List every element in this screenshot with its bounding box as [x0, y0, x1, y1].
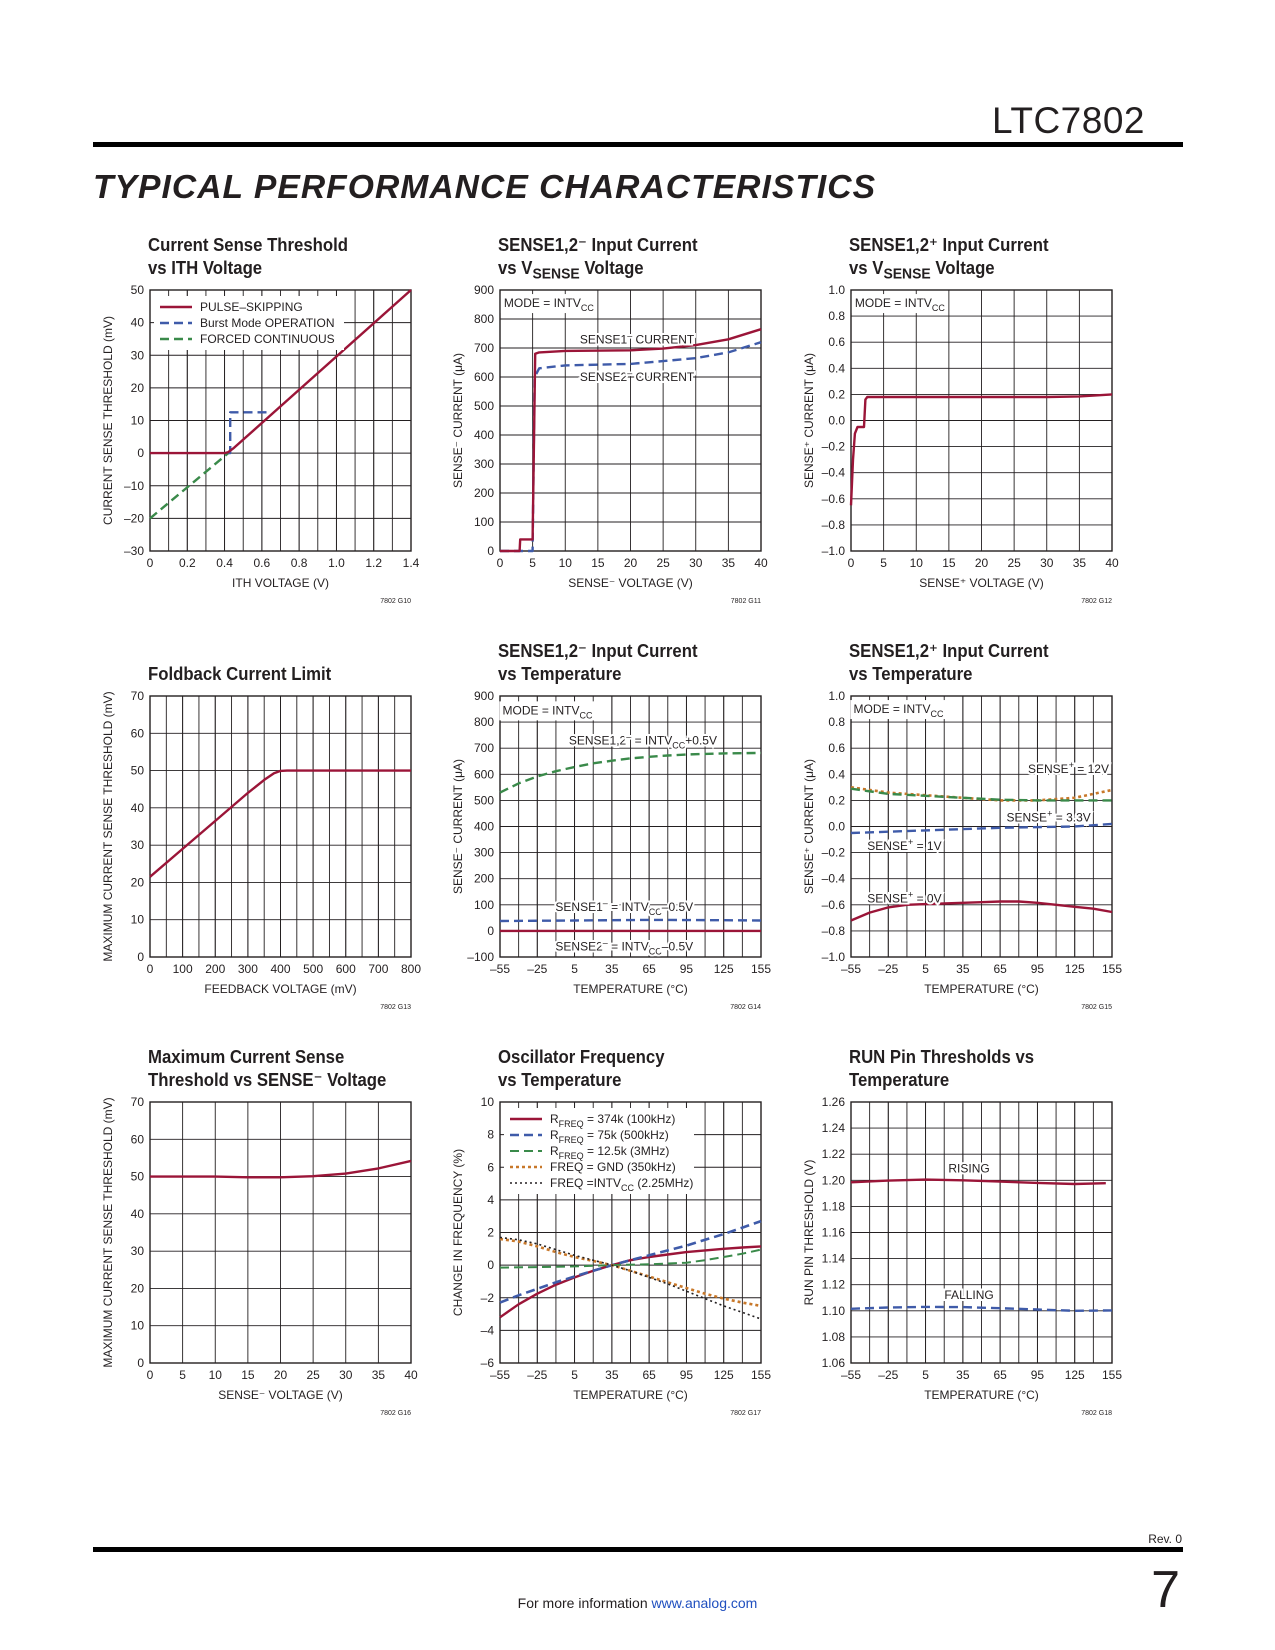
- chart-sense-plus-input-current-vs-vsense: [787, 234, 1187, 634]
- y-tick-label: 900: [473, 283, 494, 297]
- figure-ref: 7802 G17: [730, 1410, 761, 1417]
- chart-svg: [86, 1046, 486, 1446]
- grid: [150, 1102, 411, 1363]
- y-tick-label: –0.2: [821, 845, 845, 860]
- x-tick-label: 5: [922, 1368, 929, 1382]
- x-tick-label: 0.8: [290, 556, 308, 570]
- footer-link[interactable]: www.analog.com: [651, 1595, 758, 1611]
- figure-ref: 7802 G16: [380, 1410, 411, 1417]
- chart-svg: [787, 1046, 1187, 1446]
- x-tick-label: 20: [273, 1368, 288, 1382]
- annotation-label: FALLING: [944, 1288, 994, 1303]
- x-tick-label: 300: [237, 962, 258, 976]
- x-tick-label: 65: [993, 962, 1007, 976]
- chart-title-line: Foldback Current Limit: [148, 664, 332, 684]
- y-tick-label: 0.4: [828, 361, 845, 376]
- y-tick-label: –0.8: [821, 923, 845, 938]
- y-tick-label: –4: [480, 1323, 494, 1338]
- annotation-label: SENSE2– = $INTV_{CC}-0.5V$: [555, 937, 694, 957]
- x-axis-label: FEEDBACK VOLTAGE (mV): [204, 982, 357, 996]
- y-tick-label: 400: [473, 819, 494, 834]
- x-tick-label: 1.4: [402, 556, 420, 570]
- x-tick-label: 500: [303, 962, 324, 976]
- y-axis-label: CURRENT SENSE THRESHOLD (mV): [101, 316, 115, 525]
- x-tick-label: 5: [529, 556, 536, 570]
- y-tick-label: 2: [487, 1225, 494, 1240]
- page-number: 7: [1151, 1561, 1180, 1619]
- figure-ref: 7802 G18: [1081, 1410, 1112, 1417]
- y-axis-label: SENSE⁺ CURRENT (μA): [802, 352, 816, 489]
- y-axis-label: SENSE⁻ CURRENT (μA): [451, 352, 465, 489]
- x-tick-label: 0.4: [216, 556, 233, 570]
- y-axis-label: RUN PIN THRESHOLD (V): [802, 1159, 816, 1306]
- x-tick-label: 40: [754, 556, 768, 570]
- x-tick-label: 40: [404, 1368, 418, 1382]
- y-tick-label: 1.14: [821, 1251, 845, 1266]
- x-tick-label: 155: [750, 962, 772, 976]
- y-tick-label: –0.4: [821, 465, 845, 480]
- y-tick-label: 1.20: [821, 1173, 845, 1188]
- legend: [504, 1108, 694, 1194]
- y-tick-label: 0: [487, 544, 494, 558]
- y-tick-label: 800: [473, 312, 494, 326]
- x-tick-label: 5: [571, 1368, 578, 1382]
- legend-label: $R_{FREQ} = 12.5k$ (3MHz): [550, 1144, 670, 1161]
- annotation-label: SENSE+ = 0V: [867, 889, 942, 906]
- y-tick-label: 0.8: [828, 715, 845, 730]
- x-tick-label: 10: [558, 556, 572, 570]
- x-tick-label: 15: [942, 556, 956, 570]
- x-tick-label: –25: [527, 962, 548, 976]
- x-tick-label: 35: [956, 1368, 970, 1382]
- y-tick-label: 0.0: [828, 413, 845, 428]
- y-tick-label: 30: [130, 348, 144, 363]
- x-tick-label: –55: [489, 1368, 511, 1382]
- x-tick-label: 30: [1040, 556, 1054, 570]
- y-tick-label: 20: [130, 1281, 144, 1296]
- x-tick-label: 0: [146, 556, 154, 570]
- y-tick-label: 1.16: [821, 1225, 845, 1240]
- legend-label: $R_{FREQ} = 75k$ (500kHz): [550, 1128, 669, 1145]
- y-axis-label: SENSE⁺ CURRENT (μA): [802, 758, 816, 895]
- x-tick-label: 35: [371, 1368, 386, 1382]
- chart-svg: [436, 640, 836, 1040]
- x-tick-label: 0: [146, 1368, 154, 1382]
- y-tick-label: 1.18: [821, 1199, 845, 1214]
- y-tick-label: 1.08: [821, 1329, 845, 1344]
- x-tick-label: 0: [496, 556, 504, 570]
- x-tick-label: 155: [1101, 1368, 1123, 1382]
- revision-label: Rev. 0: [1148, 1532, 1182, 1546]
- x-tick-label: 600: [335, 962, 356, 976]
- chart-title-line: SENSE1,2⁺ Input Current: [849, 235, 1049, 255]
- grid: [500, 290, 761, 551]
- y-tick-label: 0.2: [828, 387, 845, 402]
- annotation-label: SENSE+ = 3.3V: [1006, 808, 1091, 825]
- x-tick-label: 0.2: [178, 556, 196, 570]
- x-tick-label: 5: [571, 962, 578, 976]
- x-tick-label: 30: [339, 1368, 353, 1382]
- y-tick-label: 0.6: [828, 335, 845, 350]
- chart-sense-minus-input-current-vs-vsense: [436, 234, 836, 634]
- y-tick-label: 0.4: [828, 767, 845, 782]
- y-tick-label: 0: [137, 446, 144, 461]
- y-tick-label: 800: [473, 715, 494, 730]
- figure-ref: 7802 G14: [730, 1004, 761, 1011]
- chart-current-sense-threshold: [86, 234, 486, 634]
- legend-label: FORCED CONTINUOUS: [200, 332, 335, 346]
- y-tick-label: –100: [467, 950, 494, 964]
- grid: [851, 1102, 1112, 1363]
- x-tick-label: 0: [847, 556, 855, 570]
- x-tick-label: 15: [241, 1368, 255, 1382]
- chart-title-line: SENSE1,2⁻ Input Current: [498, 235, 698, 255]
- y-tick-label: 600: [473, 767, 494, 782]
- y-tick-label: 500: [473, 399, 494, 413]
- y-tick-label: 1.22: [821, 1147, 845, 1162]
- x-tick-label: 5: [179, 1368, 186, 1382]
- x-axis-label: SENSE⁺ VOLTAGE (V): [919, 576, 1044, 590]
- x-tick-label: 0.6: [253, 556, 271, 570]
- footer-rule: [93, 1547, 1183, 1552]
- x-tick-label: 25: [1007, 556, 1021, 570]
- x-tick-label: 35: [605, 1368, 619, 1382]
- series-line-sense1-intvcc-0-5v: [500, 920, 761, 921]
- legend-label: $R_{FREQ} = 374k$ (100kHz): [550, 1112, 676, 1129]
- x-tick-label: 20: [623, 556, 638, 570]
- footer-info: [0, 1595, 1275, 1611]
- y-tick-label: –6: [480, 1356, 494, 1370]
- chart-svg: [436, 234, 836, 634]
- x-tick-label: –25: [527, 1368, 548, 1382]
- y-tick-label: 0: [137, 950, 144, 964]
- x-tick-label: 35: [721, 556, 736, 570]
- y-tick-label: 50: [130, 283, 144, 297]
- chart-svg: [86, 234, 486, 634]
- figure-ref: 7802 G13: [380, 1004, 411, 1011]
- legend-label: Burst Mode OPERATION: [200, 316, 335, 330]
- x-axis-label: SENSE⁻ VOLTAGE (V): [568, 576, 693, 590]
- y-tick-label: 20: [130, 875, 144, 890]
- x-tick-label: 95: [1030, 1368, 1045, 1382]
- x-tick-label: 5: [880, 556, 887, 570]
- x-tick-label: 125: [713, 962, 734, 976]
- chart-title-line: Threshold vs SENSE⁻ Voltage: [148, 1070, 387, 1090]
- y-tick-label: 0.6: [828, 741, 845, 756]
- annotation-label: MODE = $INTV_{CC}$: [853, 702, 944, 720]
- chart-title-line: vs $V_{SENSE}$ Voltage: [498, 258, 644, 283]
- y-axis-label: CHANGE IN FREQUENCY (%): [451, 1148, 465, 1317]
- x-axis-label: SENSE⁻ VOLTAGE (V): [218, 1388, 343, 1402]
- y-tick-label: –0.6: [821, 491, 845, 506]
- x-axis-label: TEMPERATURE (°C): [924, 1388, 1039, 1402]
- y-tick-label: 400: [473, 428, 494, 442]
- y-tick-label: 0.8: [828, 309, 845, 324]
- y-tick-label: 40: [130, 1206, 144, 1221]
- legend-label: FREQ $=INTV_{CC}$ (2.25MHz): [550, 1176, 694, 1193]
- y-tick-label: 300: [473, 457, 494, 471]
- grid: [150, 696, 411, 957]
- y-tick-label: –0.8: [821, 517, 845, 532]
- y-tick-label: 30: [130, 1244, 144, 1259]
- figure-ref: 7802 G11: [730, 598, 761, 605]
- y-tick-label: 4: [487, 1192, 494, 1207]
- chart-title-line: Temperature: [849, 1070, 950, 1090]
- x-tick-label: 155: [1101, 962, 1123, 976]
- y-tick-label: 50: [130, 763, 144, 778]
- y-tick-label: 1.0: [828, 283, 845, 297]
- y-tick-label: 70: [130, 689, 144, 703]
- y-tick-label: –0.6: [821, 897, 845, 912]
- y-tick-label: 30: [130, 838, 144, 853]
- chart-title-line: SENSE1,2⁻ Input Current: [498, 641, 698, 661]
- annotation-label: SENSE2– CURRENT: [579, 368, 695, 384]
- y-tick-label: 700: [473, 341, 494, 355]
- chart-oscillator-frequency-vs-temp: [436, 1046, 836, 1446]
- chart-title-line: vs Temperature: [498, 664, 622, 684]
- y-tick-label: 0: [487, 923, 494, 938]
- y-tick-label: 10: [480, 1095, 494, 1109]
- y-tick-label: 60: [130, 1132, 144, 1147]
- y-tick-label: 1.06: [821, 1356, 845, 1370]
- part-number: LTC7802: [992, 100, 1145, 141]
- x-tick-label: 1.2: [365, 556, 383, 570]
- chart-title-line: vs ITH Voltage: [148, 258, 263, 278]
- y-tick-label: 0: [487, 1258, 494, 1273]
- y-tick-label: –1.0: [821, 950, 845, 964]
- y-tick-label: –2: [480, 1290, 494, 1305]
- y-tick-label: 0: [137, 1356, 144, 1370]
- x-tick-label: 35: [956, 962, 970, 976]
- x-tick-label: 125: [713, 1368, 734, 1382]
- y-axis-label: MAXIMUM CURRENT SENSE THRESHOLD (mV): [101, 691, 115, 962]
- x-tick-label: 35: [1072, 556, 1087, 570]
- chart-title-line: vs $V_{SENSE}$ Voltage: [849, 258, 995, 283]
- annotation-label: SENSE1– = $INTV_{CC}-0.5V$: [555, 897, 694, 917]
- x-tick-label: 155: [750, 1368, 772, 1382]
- chart-foldback-current-limit: [86, 640, 486, 1040]
- y-tick-label: –1.0: [821, 544, 845, 558]
- y-tick-label: 0.2: [828, 793, 845, 808]
- figure-ref: 7802 G12: [1081, 598, 1112, 605]
- x-tick-label: –55: [840, 1368, 862, 1382]
- x-tick-label: 15: [591, 556, 605, 570]
- x-tick-label: 40: [1105, 556, 1119, 570]
- y-tick-label: 60: [130, 726, 144, 741]
- footer-info-text: For more information: [517, 1595, 648, 1611]
- chart-title-line: SENSE1,2⁺ Input Current: [849, 641, 1049, 661]
- x-axis-label: TEMPERATURE (°C): [573, 982, 688, 996]
- legend: [154, 296, 344, 350]
- x-tick-label: 200: [205, 962, 226, 976]
- annotation-label: SENSE+ = 12V: [1028, 760, 1109, 777]
- chart-sense-plus-input-current-vs-temp: [787, 640, 1187, 1040]
- y-tick-label: 20: [130, 380, 144, 395]
- x-tick-label: 10: [909, 556, 923, 570]
- annotation-label: RISING: [948, 1161, 990, 1176]
- y-tick-label: 10: [130, 1318, 144, 1333]
- y-tick-label: 200: [473, 486, 494, 500]
- x-tick-label: 25: [656, 556, 670, 570]
- figure-ref: 7802 G10: [380, 598, 411, 605]
- y-tick-label: 1.12: [821, 1277, 845, 1292]
- annotation-label: MODE = $INTV_{CC}$: [854, 296, 945, 314]
- x-tick-label: 1.0: [328, 556, 345, 570]
- y-tick-label: 900: [473, 689, 494, 703]
- y-tick-label: 1.10: [821, 1303, 845, 1318]
- y-tick-label: 200: [473, 871, 494, 886]
- y-tick-label: 600: [473, 370, 494, 384]
- y-tick-label: 10: [130, 912, 144, 927]
- x-axis-label: TEMPERATURE (°C): [573, 1388, 688, 1402]
- x-tick-label: 700: [368, 962, 389, 976]
- chart-title-line: Oscillator Frequency: [498, 1047, 665, 1067]
- y-tick-label: 0.0: [828, 819, 845, 834]
- x-tick-label: 65: [642, 962, 656, 976]
- y-tick-label: 8: [487, 1127, 494, 1142]
- chart-sense-minus-input-current-vs-temp: [436, 640, 836, 1040]
- y-tick-label: 1.0: [828, 689, 845, 703]
- x-tick-label: 25: [306, 1368, 320, 1382]
- y-tick-label: 40: [130, 800, 144, 815]
- y-tick-label: –30: [123, 544, 144, 558]
- y-tick-label: –0.4: [821, 871, 845, 886]
- y-axis-label: MAXIMUM CURRENT SENSE THRESHOLD (mV): [101, 1097, 115, 1368]
- legend-label: FREQ = GND (350kHz): [550, 1160, 676, 1174]
- x-axis-label: ITH VOLTAGE (V): [232, 576, 329, 590]
- annotation-label: SENSE1,2– = $INTV_{CC}+0.5V$: [568, 731, 717, 751]
- y-tick-label: 6: [487, 1160, 494, 1175]
- legend-label: PULSE–SKIPPING: [200, 300, 303, 314]
- y-tick-label: 700: [473, 741, 494, 756]
- chart-svg: [787, 234, 1187, 634]
- x-tick-label: –55: [840, 962, 862, 976]
- grid: [851, 290, 1112, 551]
- chart-svg: [787, 640, 1187, 1040]
- header-rule: [93, 142, 1183, 147]
- chart-run-pin-thresholds-vs-temp: [787, 1046, 1187, 1446]
- x-tick-label: 125: [1064, 1368, 1085, 1382]
- x-tick-label: –55: [489, 962, 511, 976]
- y-tick-label: –10: [123, 478, 144, 493]
- x-tick-label: 5: [922, 962, 929, 976]
- y-tick-label: 500: [473, 793, 494, 808]
- x-tick-label: –25: [878, 1368, 899, 1382]
- x-tick-label: 125: [1064, 962, 1085, 976]
- chart-title-line: Maximum Current Sense: [148, 1047, 345, 1067]
- annotation-label: SENSE+ = 1V: [867, 837, 942, 854]
- chart-svg: [436, 1046, 836, 1446]
- annotation-label: MODE = $INTV_{CC}$: [502, 703, 593, 721]
- section-title: TYPICAL PERFORMANCE CHARACTERISTICS: [93, 168, 877, 205]
- figure-ref: 7802 G15: [1081, 1004, 1112, 1011]
- y-tick-label: –0.2: [821, 439, 845, 454]
- y-tick-label: 100: [473, 515, 494, 529]
- x-tick-label: 400: [270, 962, 291, 976]
- x-axis-label: TEMPERATURE (°C): [924, 982, 1039, 996]
- y-tick-label: 50: [130, 1169, 144, 1184]
- x-tick-label: 100: [172, 962, 193, 976]
- y-tick-label: 10: [130, 413, 144, 428]
- x-tick-label: 95: [1030, 962, 1045, 976]
- chart-svg: [86, 640, 486, 1040]
- x-tick-label: 20: [974, 556, 989, 570]
- chart-title-line: RUN Pin Thresholds vs: [849, 1047, 1035, 1067]
- x-tick-label: 0: [146, 962, 154, 976]
- x-tick-label: 10: [208, 1368, 222, 1382]
- y-tick-label: 300: [473, 845, 494, 860]
- x-tick-label: 95: [679, 962, 694, 976]
- x-tick-label: 95: [679, 1368, 694, 1382]
- y-tick-label: 100: [473, 897, 494, 912]
- x-tick-label: 30: [689, 556, 703, 570]
- x-tick-label: 65: [993, 1368, 1007, 1382]
- y-tick-label: 70: [130, 1095, 144, 1109]
- x-tick-label: –25: [878, 962, 899, 976]
- grid: [851, 696, 1112, 957]
- y-tick-label: 1.24: [821, 1121, 845, 1136]
- chart-title-line: Current Sense Threshold: [148, 235, 348, 255]
- y-tick-label: –20: [123, 511, 144, 526]
- x-tick-label: 65: [642, 1368, 656, 1382]
- x-tick-label: 800: [400, 962, 422, 976]
- chart-max-current-sense-vs-sense-voltage: [86, 1046, 486, 1446]
- y-tick-label: 40: [130, 315, 144, 330]
- x-tick-label: 35: [605, 962, 619, 976]
- annotation-label: MODE = $INTV_{CC}$: [503, 296, 594, 314]
- y-tick-label: 1.26: [821, 1095, 845, 1109]
- chart-title-line: vs Temperature: [498, 1070, 622, 1090]
- chart-title-line: vs Temperature: [849, 664, 973, 684]
- y-axis-label: SENSE⁻ CURRENT (μA): [451, 758, 465, 895]
- annotation-label: SENSE1– CURRENT: [579, 330, 695, 347]
